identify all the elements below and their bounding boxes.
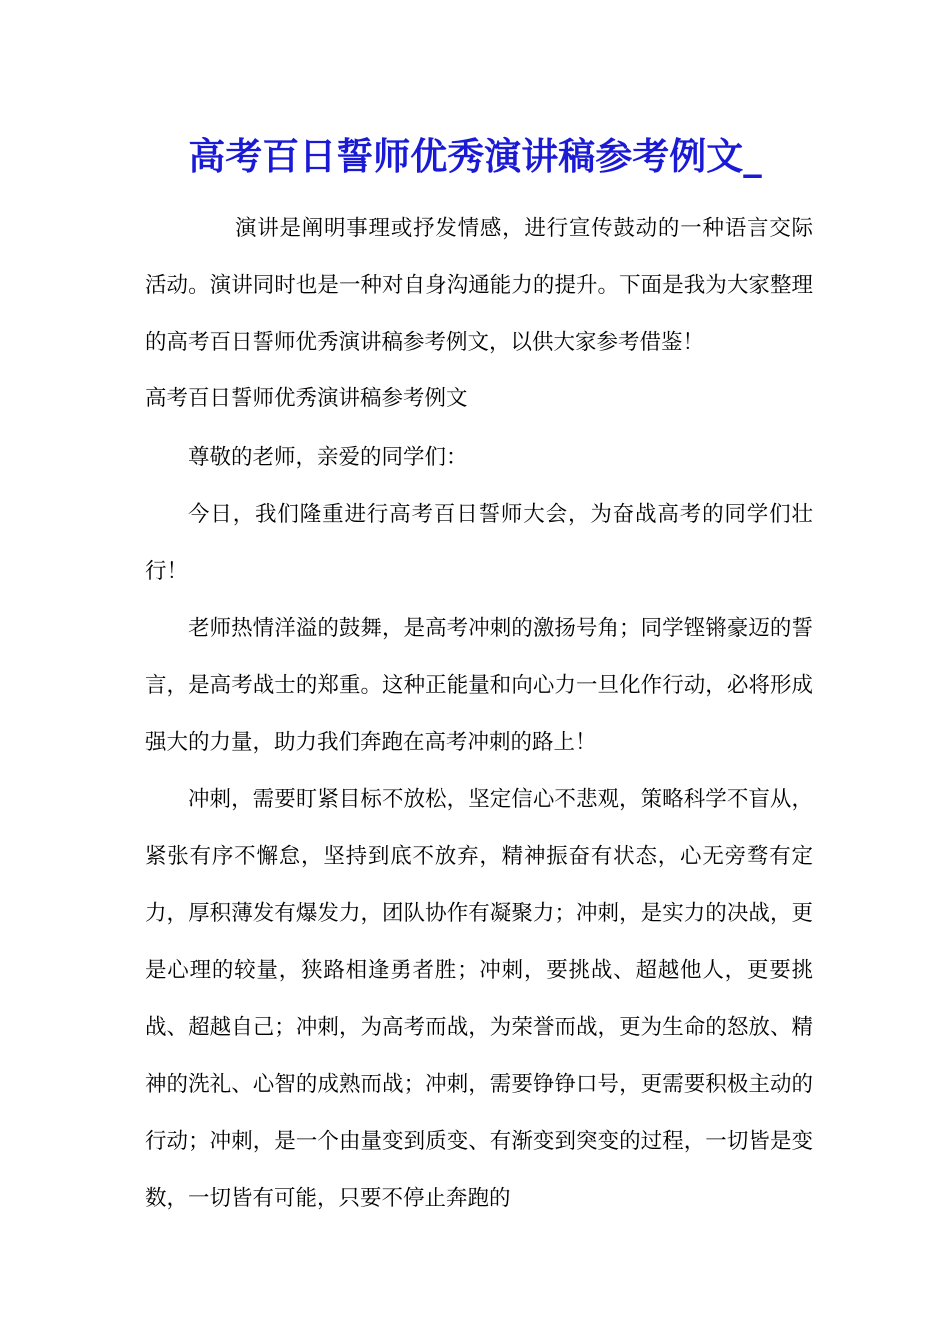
body-paragraph: 冲刺，需要盯紧目标不放松，坚定信心不悲观，策略科学不盲从，紧张有序不懈怠，坚持到底不放弃，精神振奋有状态，心无旁骛有定力，厚积薄发有爆发力，团队协作有凝聚力；冲刺，是实力的决战，更是心理的较量，狭路相逢勇者胜；冲刺，要挑战、超越他人，更要挑战、超越自己；冲刺，为高考而战，为荣誉而战，更为生命的怒放、精神的洗礼、心智的成熟而战；冲刺，需要铮铮口号，更需要积极主动的行动；冲刺，是一个由量变到质变、有渐变到突变的过程，一切皆是变数，一切皆有可能，只要不停止奔跑的 [145,787,813,1211]
document-body [145,200,813,1227]
intro-paragraph: 演讲是阐明事理或抒发情感，进行宣传鼓动的一种语言交际活动。演讲同时也是一种对自身沟通能力的提升。下面是我为大家整理的高考百日誓师优秀演讲稿参考例文，以供大家参考借鉴！ [145,216,813,355]
salutation: 尊敬的老师，亲爱的同学们： [188,445,468,470]
subheading: 高考百日誓师优秀演讲稿参考例文 [145,386,468,411]
body-paragraph: 老师热情洋溢的鼓舞，是高考冲刺的激扬号角；同学铿锵豪迈的誓言，是高考战士的郑重。这种正能量和向心力一旦化作行动，必将形成强大的力量，助力我们奔跑在高考冲刺的路上！ [145,616,813,755]
document-title: 高考百日誓师优秀演讲稿参考例文_ [188,134,762,178]
body-paragraph: 今日，我们隆重进行高考百日誓师大会，为奋战高考的同学们壮行！ [145,502,813,584]
